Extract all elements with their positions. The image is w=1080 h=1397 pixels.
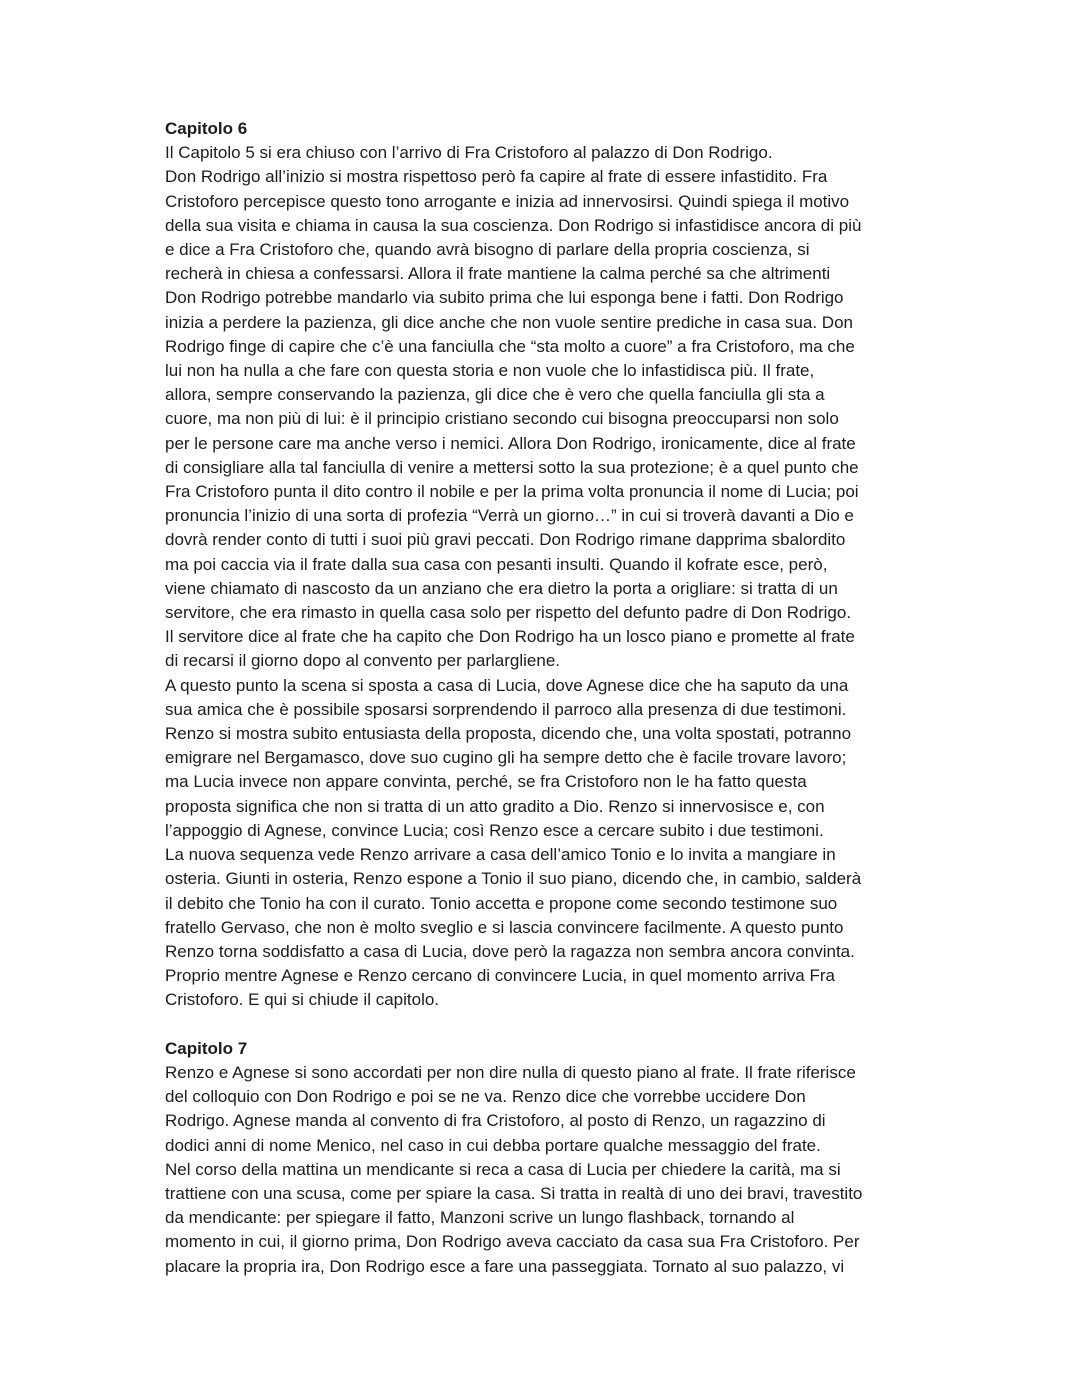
text-line: Cristoforo. E qui si chiude il capitolo.	[165, 990, 440, 1010]
text-line: proposta significa che non si tratta di un atto gradito a Dio. Renzo si innervosisce e, con	[165, 796, 825, 816]
text-line: Don Rodrigo potrebbe mandarlo via subito prima che lui esponga bene i fatti. Don Rodrigo	[165, 288, 844, 308]
text-line: da mendicante: per spiegare il fatto, Manzoni scrive un lungo flashback, tornando al	[165, 1208, 795, 1228]
text-line: cuore, ma non più di lui: è il principio cristiano secondo cui bisogna preoccuparsi non solo	[165, 409, 839, 429]
text-line: ma poi caccia via il frate dalla sua casa con pesanti insulti. Quando il kofrate esce, però,	[165, 554, 828, 574]
text-line: ma Lucia invece non appare convinta, perché, se fra Cristoforo non le ha fatto questa	[165, 772, 807, 792]
text-line: Fra Cristoforo punta il dito contro il nobile e per la prima volta pronuncia il nome di Lucia; poi	[165, 482, 859, 502]
chapter-body	[165, 1061, 925, 1279]
text-line: dovrà render conto di tutti i suoi più gravi peccati. Don Rodrigo rimane dapprima sbalordito	[165, 530, 846, 550]
text-line: placare la propria ira, Don Rodrigo esce a fare una passeggiata. Tornato al suo palazzo, vi	[165, 1256, 845, 1276]
text-line: osteria. Giunti in osteria, Renzo espone a Tonio il suo piano, dicendo che, in cambio, salderà	[165, 869, 862, 889]
text-line: Nel corso della mattina un mendicante si reca a casa di Lucia per chiedere la carità, ma si	[165, 1159, 841, 1179]
text-line: trattiene con una scusa, come per spiare la casa. Si tratta in realtà di uno dei bravi, travestito	[165, 1183, 863, 1203]
text-line: La nuova sequenza vede Renzo arrivare a casa dell’amico Tonio e lo invita a mangiare in	[165, 845, 836, 865]
text-line: Renzo e Agnese si sono accordati per non dire nulla di questo piano al frate. Il frate riferisce	[165, 1062, 856, 1082]
section-gap	[165, 1013, 925, 1037]
text-line: Rodrigo finge di capire che c’è una fanciulla che “sta molto a cuore” a fra Cristoforo, ma che	[165, 336, 855, 356]
chapter-title: Capitolo 6	[165, 119, 248, 138]
chapter-body	[165, 141, 925, 1012]
text-line: del colloquio con Don Rodrigo e poi se ne va. Renzo dice che vorrebbe uccidere Don	[165, 1087, 806, 1107]
text-line: lui non ha nulla a che fare con questa storia e non vuole che lo infastidisca più. Il frate,	[165, 361, 815, 381]
text-line: Renzo torna soddisfatto a casa di Lucia, dove però la ragazza non sembra ancora convinta.	[165, 941, 855, 961]
text-line: allora, sempre conservando la pazienza, gli dice che è vero che quella fanciulla gli sta a	[165, 385, 825, 405]
text-line: pronuncia l’inizio di una sorta di profezia “Verrà un giorno…” in cui si troverà davanti a Dio e	[165, 506, 854, 526]
text-line: Renzo si mostra subito entusiasta della proposta, dicendo che, una volta spostati, potranno	[165, 724, 852, 744]
text-line: di recarsi il giorno dopo al convento per parlargliene.	[165, 651, 561, 671]
text-line: l’appoggio di Agnese, convince Lucia; così Renzo esce a cercare subito i due testimoni.	[165, 820, 824, 840]
text-line: A questo punto la scena si sposta a casa di Lucia, dove Agnese dice che ha saputo da una	[165, 675, 849, 695]
text-line: inizia a perdere la pazienza, gli dice anche che non vuole sentire prediche in casa sua. Don	[165, 312, 853, 332]
text-line: momento in cui, il giorno prima, Don Rodrigo aveva cacciato da casa sua Fra Cristoforo. Per	[165, 1232, 860, 1252]
text-line: Il servitore dice al frate che ha capito che Don Rodrigo ha un losco piano e promette al frate	[165, 627, 855, 647]
text-line: emigrare nel Bergamasco, dove suo cugino gli ha sempre detto che è facile trovare lavoro;	[165, 748, 847, 768]
document-page	[165, 117, 925, 1279]
text-line: e dice a Fra Cristoforo che, quando avrà bisogno di parlare della propria coscienza, si	[165, 240, 810, 260]
chapter-7	[165, 1037, 925, 1279]
text-line: il debito che Tonio ha con il curato. Tonio accetta e propone come secondo testimone suo	[165, 893, 838, 913]
chapter-title: Capitolo 7	[165, 1038, 248, 1058]
text-line: fratello Gervaso, che non è molto sveglio e si lascia convincere facilmente. A questo punto	[165, 917, 844, 937]
text-line: Don Rodrigo all’inizio si mostra rispettoso però fa capire al frate di essere infastidito. Fra	[165, 167, 828, 187]
text-line: Il Capitolo 5 si era chiuso con l’arrivo di Fra Cristoforo al palazzo di Don Rodrigo.	[165, 143, 773, 163]
text-line: della sua visita e chiama in causa la sua coscienza. Don Rodrigo si infastidisce ancora di più	[165, 215, 862, 235]
text-line: sua amica che è possibile sposarsi sorprendendo il parroco alla presenza di due testimoni.	[165, 699, 847, 719]
text-line: dodici anni di nome Menico, nel caso in cui debba portare qualche messaggio del frate.	[165, 1135, 821, 1155]
text-line: recherà in chiesa a confessarsi. Allora il frate mantiene la calma perché sa che altrimenti	[165, 264, 831, 284]
text-line: di consigliare alla tal fanciulla di venire a mettersi sotto la sua protezione; è a quel punto che	[165, 457, 859, 477]
text-line: Cristoforo percepisce questo tono arrogante e inizia ad innervosirsi. Quindi spiega il motivo	[165, 191, 850, 211]
text-line: servitore, che era rimasto in quella casa solo per rispetto del defunto padre di Don Rodrigo.	[165, 603, 852, 623]
text-line: Proprio mentre Agnese e Renzo cercano di convincere Lucia, in quel momento arriva Fra	[165, 966, 835, 986]
text-line: per le persone care ma anche verso i nemici. Allora Don Rodrigo, ironicamente, dice al frate	[165, 433, 856, 453]
text-line: Rodrigo. Agnese manda al convento di fra Cristoforo, al posto di Renzo, un ragazzino di	[165, 1111, 826, 1131]
text-line: viene chiamato di nascosto da un anziano che era dietro la porta a origliare: si tratta di un	[165, 578, 838, 598]
chapter-6	[165, 117, 925, 1013]
